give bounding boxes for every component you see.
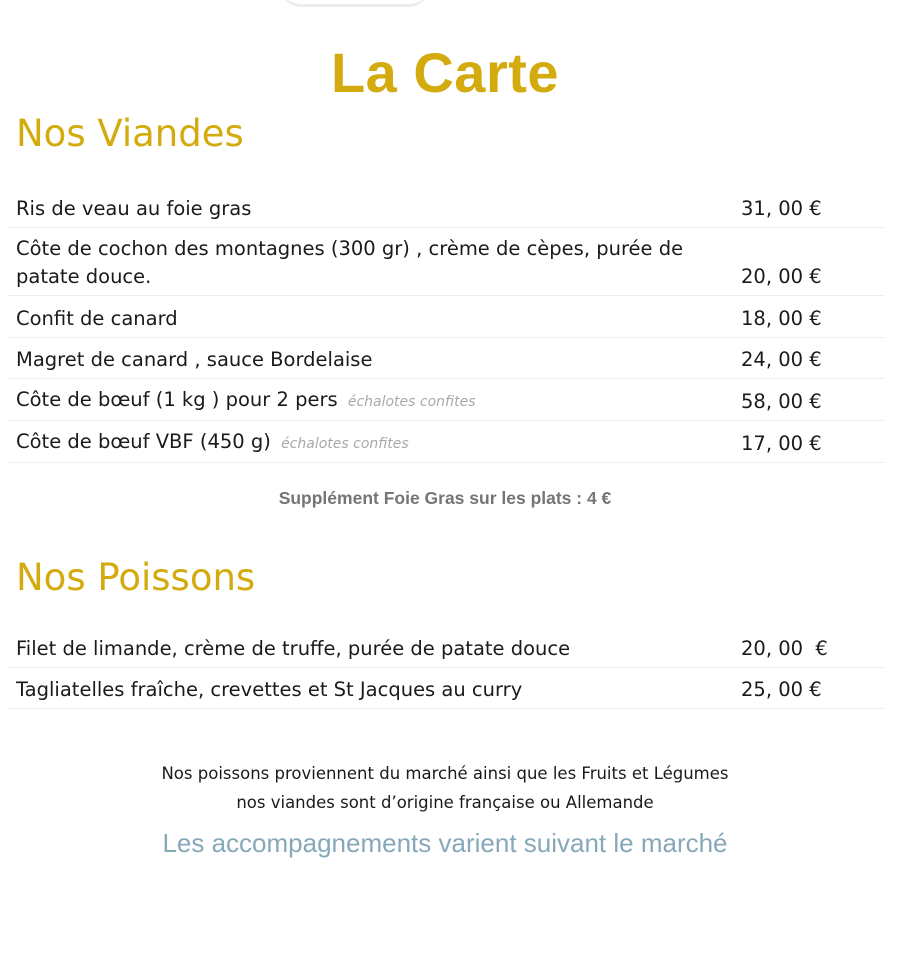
- menu-item-name: [16, 635, 726, 663]
- menu-item-name-text: Magret de canard , sauce Bordelaise: [16, 348, 373, 371]
- menu-item-name: [16, 346, 726, 374]
- menu-item-name: [16, 195, 726, 223]
- menu-item-price: 20, 00 €: [741, 637, 828, 660]
- menu-item-name: [16, 235, 726, 291]
- menu-item: [8, 228, 884, 296]
- menu-item-price: 58, 00 €: [741, 390, 822, 413]
- footer-line-1: Nos poissons proviennent du marché ainsi que les Fruits et Légumes: [161, 764, 729, 783]
- menu-item-name-text: Côte de bœuf VBF (450 g): [16, 430, 271, 453]
- menu-item: [8, 421, 884, 463]
- accompagnements-note: Les accompagnements varient suivant le marché: [162, 828, 728, 858]
- menu-item-price: 18, 00 €: [741, 307, 822, 330]
- section-title-poissons: Nos Poissons: [16, 556, 256, 599]
- menu-list-viandes: [8, 186, 884, 463]
- menu-item-price: 25, 00 €: [741, 678, 822, 701]
- menu-item-note: échalotes confites: [281, 436, 409, 452]
- menu-item-price: 17, 00 €: [741, 432, 822, 455]
- menu-item: [8, 338, 884, 379]
- footer-line-2: nos viandes sont d’origine française ou Allemande: [236, 793, 654, 812]
- menu-item-name-text: Tagliatelles fraîche, crevettes et St Jacques au curry: [16, 678, 523, 701]
- menu-item-name-text: Confit de canard: [16, 307, 178, 330]
- menu-item-price: 24, 00 €: [741, 348, 822, 371]
- menu-item-name-text: Côte de cochon des montagnes (300 gr) , crème de cèpes, purée de patate douce.: [16, 237, 684, 288]
- menu-item: [8, 186, 884, 228]
- menu-item-name-text: Côte de bœuf (1 kg ) pour 2 pers: [16, 388, 338, 411]
- menu-item-name: [16, 428, 726, 458]
- top-decoration: [280, 0, 430, 7]
- page-title: La Carte: [330, 41, 560, 104]
- menu-item-note: échalotes confites: [347, 394, 476, 410]
- section-title-viandes: Nos Viandes: [16, 112, 244, 155]
- menu-item-name: [16, 676, 726, 704]
- menu-item-name: [16, 386, 726, 416]
- menu-item: [8, 296, 884, 338]
- menu-item: [8, 379, 884, 421]
- menu-item: [8, 626, 884, 668]
- menu-item-price: 31, 00 €: [741, 197, 822, 220]
- menu-item-name: [16, 305, 726, 333]
- supplement-note: Supplément Foie Gras sur les plats : 4 €: [278, 488, 612, 508]
- menu-list-poissons: [8, 626, 884, 709]
- footer-notes: [0, 759, 890, 817]
- menu-item-name-text: Filet de limande, crème de truffe, purée de patate douce: [16, 637, 571, 660]
- menu-item: [8, 668, 884, 709]
- menu-item-name-text: Ris de veau au foie gras: [16, 197, 252, 220]
- menu-item-price: 20, 00 €: [741, 265, 822, 288]
